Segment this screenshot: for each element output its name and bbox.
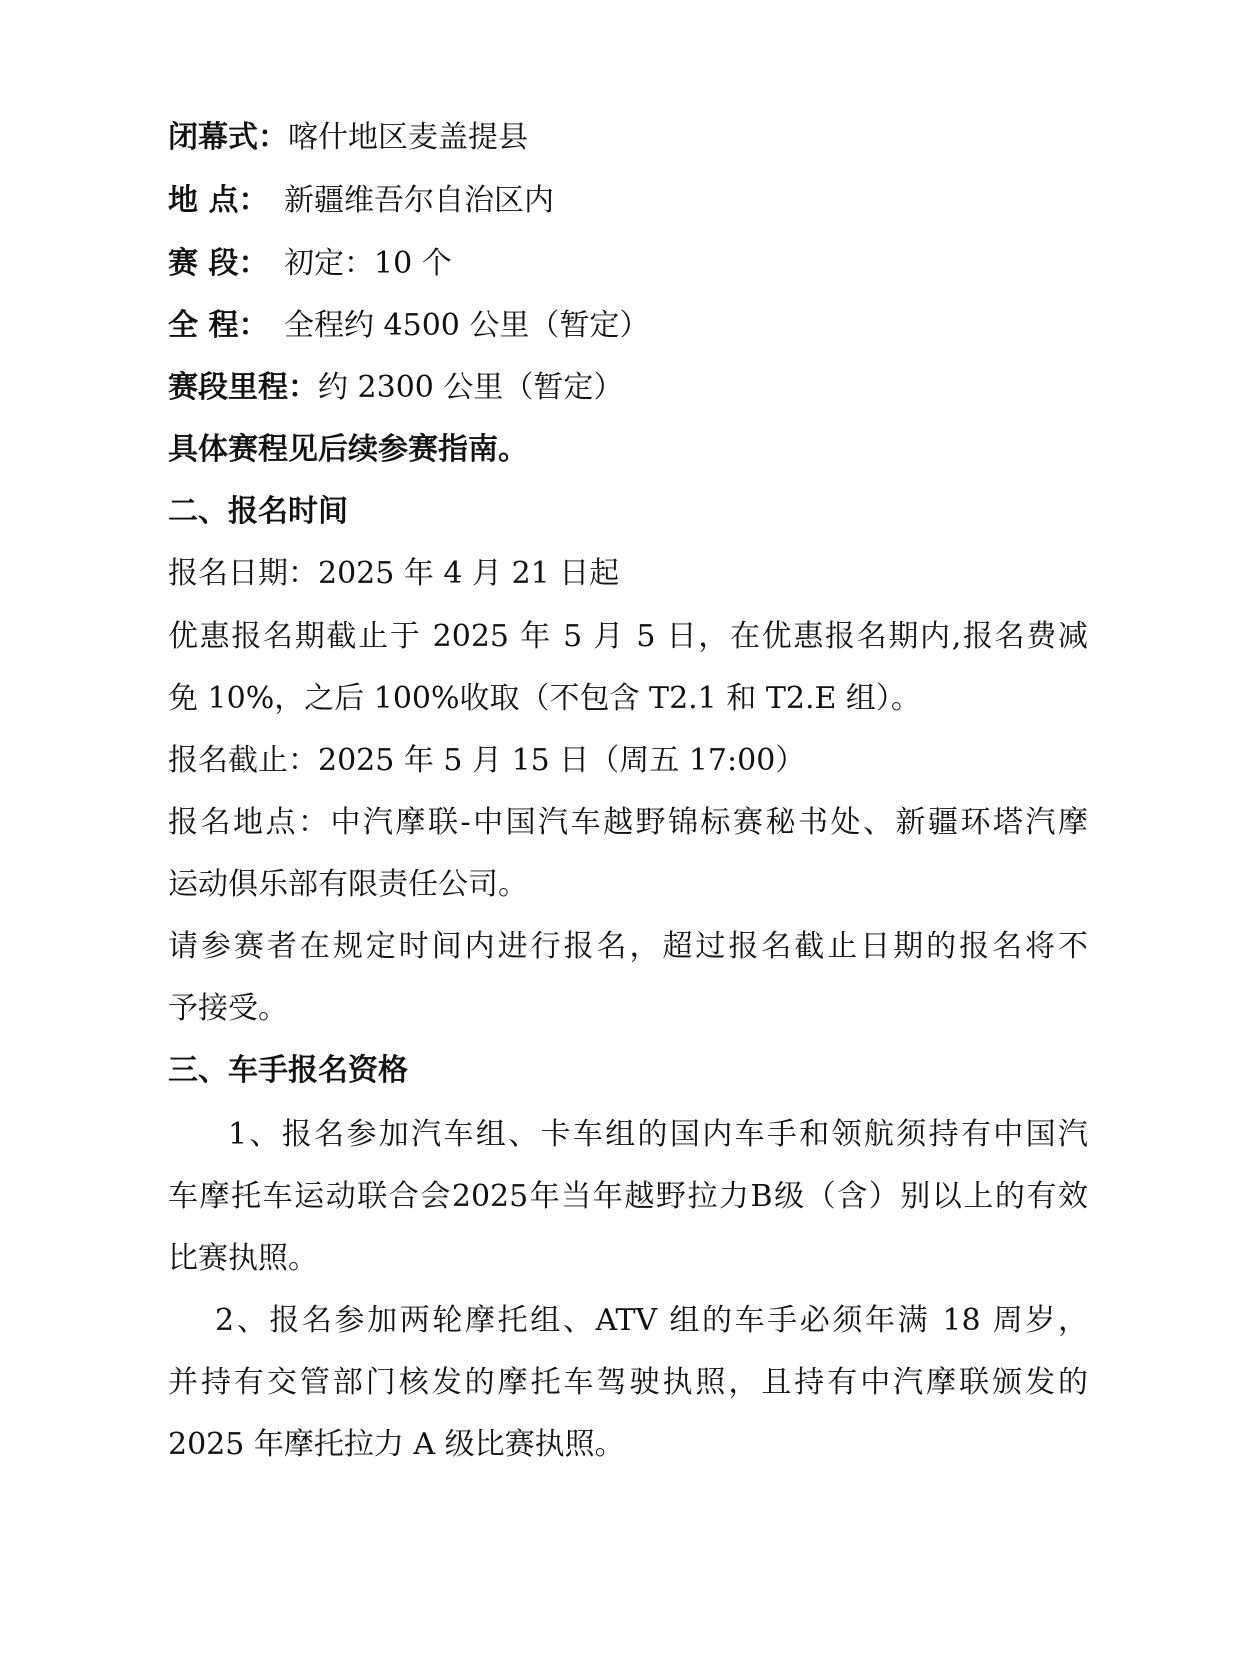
item2-line-3: 2025 年摩托拉力 A 级比赛执照。 [168,1427,625,1462]
stage-mileage-label: 赛段里程： [168,370,318,405]
closing-label: 闭幕式： [168,120,288,155]
notice-line-2: 予接受。 [168,991,288,1026]
total-label: 全 程： [168,308,269,343]
item2-line-2: 并持有交管部门核发的摩托车驾驶执照，且持有中汽摩联颁发的 [168,1365,1088,1400]
total-distance-line [168,306,1088,346]
total-value: 全程约 4500 公里（暂定） [284,308,650,343]
section2-heading: 二、报名时间 [168,494,348,529]
discount-line-2: 免 10%，之后 100%收取（不包含 T2.1 和 T2.E 组）。 [168,681,921,716]
registration-start: 报名日期：2025 年 4 月 21 日起 [168,556,620,591]
notice-line-1: 请参赛者在规定时间内进行报名，超过报名截止日期的报名将不 [168,929,1088,964]
stage-mileage-line [168,368,1088,408]
location-value: 新疆维吾尔自治区内 [284,183,554,218]
item1-line-2: 车摩托车运动联合会2025年当年越野拉力B级（含）别以上的有效 [168,1179,1088,1214]
stages-label: 赛 段： [168,246,269,281]
location-label: 地 点： [168,183,269,218]
registration-place-line-1: 报名地点：中汽摩联-中国汽车越野锦标赛秘书处、新疆环塔汽摩 [168,805,1088,840]
stages-value: 初定：10 个 [284,246,452,281]
closing-value: 喀什地区麦盖提县 [288,120,528,155]
closing-ceremony-line [168,118,1088,158]
schedule-note: 具体赛程见后续参赛指南。 [168,432,528,467]
discount-line-1: 优惠报名期截止于 2025 年 5 月 5 日，在优惠报名期内,报名费减 [168,619,1088,654]
registration-place-line-2: 运动俱乐部有限责任公司。 [168,867,528,902]
item1-line-3: 比赛执照。 [168,1241,318,1276]
stage-mileage-value: 约 2300 公里（暂定） [318,370,624,405]
registration-deadline: 报名截止：2025 年 5 月 15 日（周五 17:00） [168,743,806,778]
location-line [168,181,1088,221]
item2-line-1: 2、报名参加两轮摩托组、ATV 组的车手必须年满 18 周岁， [215,1303,1088,1338]
stages-line [168,244,1088,284]
item1-line-1: 1、报名参加汽车组、卡车组的国内车手和领航须持有中国汽 [228,1117,1088,1152]
section3-heading: 三、车手报名资格 [168,1053,408,1088]
